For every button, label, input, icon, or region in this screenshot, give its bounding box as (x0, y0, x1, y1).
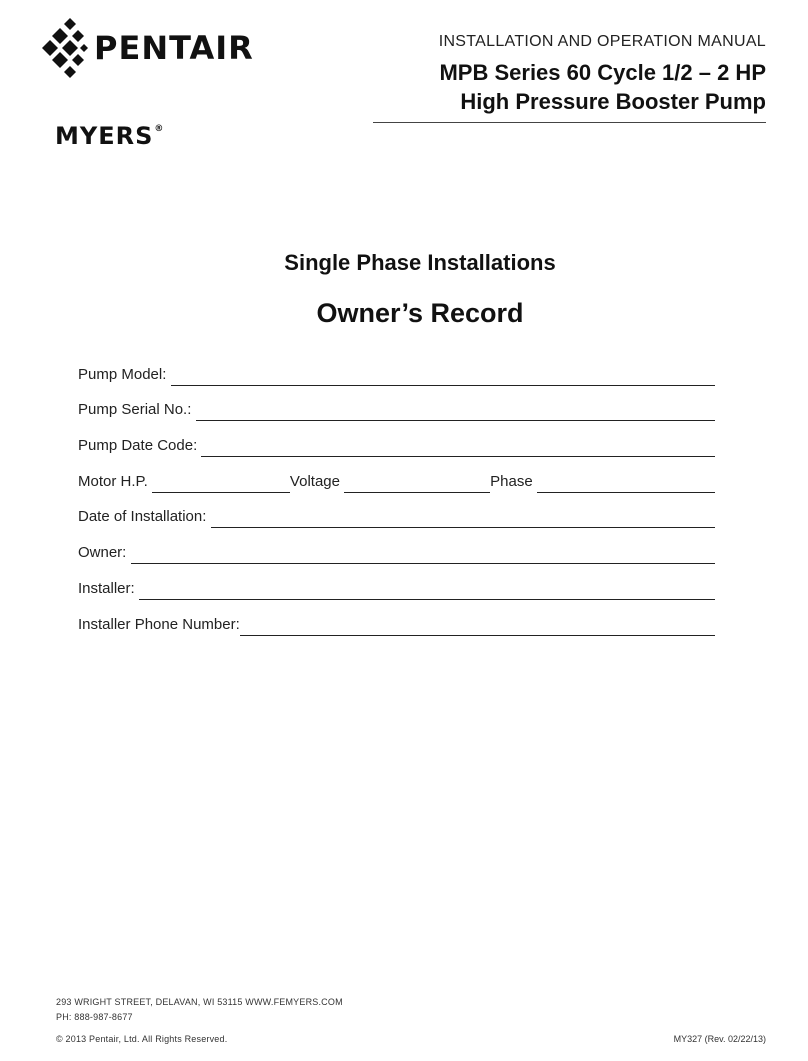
form-row-installer (78, 564, 715, 600)
owner-label: Owner: (78, 544, 127, 562)
installer-field[interactable] (139, 581, 715, 600)
document-title-line1: MPB Series 60 Cycle 1/2 – 2 HP (439, 60, 766, 85)
date-installation-label: Date of Installation: (78, 508, 207, 526)
motor-hp-field[interactable] (152, 474, 290, 493)
voltage-label: Voltage (289, 472, 340, 490)
pentair-wordmark: PENTAIR (94, 29, 254, 67)
pump-date-code-field[interactable] (201, 438, 715, 457)
myers-logo (55, 122, 164, 150)
pump-model-label: Pump Model: (78, 365, 167, 383)
pentair-diamond-icon (40, 18, 88, 78)
motor-hp-label: Motor H.P. (78, 472, 148, 490)
section-heading: Single Phase Installations (284, 250, 556, 275)
installer-phone-label: Installer Phone Number: (78, 615, 240, 633)
document-title-line2: High Pressure Booster Pump (460, 89, 766, 114)
pump-serial-field[interactable] (196, 402, 715, 421)
phase-field[interactable] (537, 474, 715, 493)
owners-record-form (78, 350, 715, 636)
pentair-logo (40, 18, 280, 78)
registered-mark: ® (154, 124, 165, 134)
form-row-installer-phone (78, 600, 715, 636)
form-row-pump-date-code (78, 421, 715, 457)
myers-wordmark: MYERS (55, 122, 154, 150)
header-divider (373, 122, 766, 123)
manual-type: INSTALLATION AND OPERATION MANUAL (438, 33, 766, 50)
footer-copyright: © 2013 Pentair, Ltd. All Rights Reserved. (56, 1034, 228, 1044)
form-row-motor (78, 457, 715, 493)
form-row-owner (78, 528, 715, 564)
pump-serial-label: Pump Serial No.: (78, 401, 192, 419)
document-code: MY327 (Rev. 02/22/13) (673, 1034, 766, 1044)
footer-phone: PH: 888-987-8677 (56, 1012, 133, 1022)
form-row-pump-model (78, 350, 715, 386)
owner-field[interactable] (131, 545, 715, 564)
footer-address: 293 WRIGHT STREET, DELAVAN, WI 53115 WWW.FEMYERS.COM (56, 997, 343, 1007)
record-heading: Owner’s Record (316, 298, 524, 328)
installer-label: Installer: (78, 579, 135, 597)
pump-model-field[interactable] (171, 367, 715, 386)
voltage-field[interactable] (344, 474, 490, 493)
date-installation-field[interactable] (211, 509, 715, 528)
form-row-date-installation (78, 493, 715, 529)
pump-date-code-label: Pump Date Code: (78, 437, 198, 455)
form-row-pump-serial (78, 386, 715, 422)
installer-phone-field[interactable] (240, 617, 715, 636)
phase-label: Phase (490, 472, 533, 490)
